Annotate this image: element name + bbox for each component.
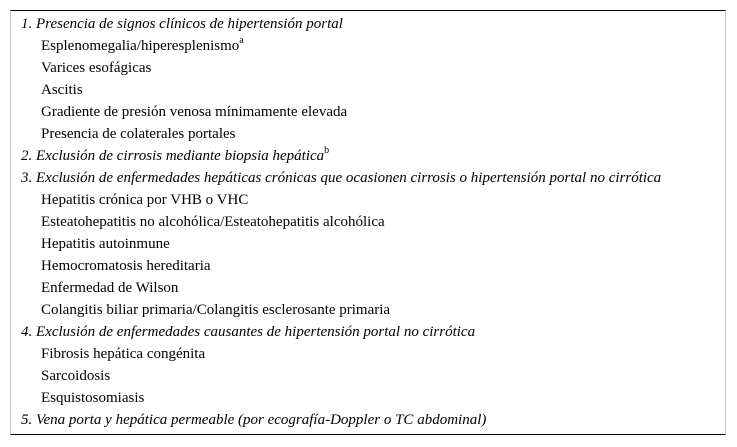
list-item-text: Hepatitis autoinmune (41, 236, 170, 252)
list-item-text: Sarcoidosis (41, 368, 111, 384)
list-item (11, 189, 725, 211)
footnote-marker: b (324, 145, 330, 156)
section-heading-4 (11, 321, 725, 343)
list-item-text: Colangitis biliar primaria/Colangitis esclerosante primaria (41, 302, 391, 318)
list-item-text: Varices esofágicas (41, 60, 152, 76)
list-item-text: Esteatohepatitis no alcohólica/Esteatohepatitis alcohólica (41, 214, 385, 230)
list-item (11, 101, 725, 123)
list-item-text: Esquistosomiasis (41, 390, 145, 406)
list-item (11, 233, 725, 255)
list-item (11, 79, 725, 101)
section-heading-text: 3. Exclusión de enfermedades hepáticas crónicas que ocasionen cirrosis o hipertensión portal no cirrótica (21, 170, 662, 186)
list-item (11, 299, 725, 321)
list-item-text: Esplenomegalia/hiperesplenismo (41, 38, 240, 54)
list-item-text: Ascitis (41, 82, 83, 98)
section-heading-text: 4. Exclusión de enfermedades causantes de hipertensión portal no cirrótica (21, 324, 476, 340)
list-item-text: Enfermedad de Wilson (41, 280, 179, 296)
list-item (11, 343, 725, 365)
list-item (11, 255, 725, 277)
list-item-text: Hemocromatosis hereditaria (41, 258, 211, 274)
section-heading-1 (11, 13, 725, 35)
list-item-text: Presencia de colaterales portales (41, 126, 236, 142)
section-heading-text: 2. Exclusión de cirrosis mediante biopsia hepática (21, 148, 325, 164)
footnote-marker: a (239, 35, 244, 46)
section-heading-text: 1. Presencia de signos clínicos de hipertensión portal (21, 16, 343, 32)
list-item (11, 211, 725, 233)
criteria-table (10, 10, 726, 435)
section-heading-2 (11, 145, 725, 167)
list-item (11, 57, 725, 79)
list-item-text: Fibrosis hepática congénita (41, 346, 206, 362)
list-item (11, 387, 725, 409)
list-item-text: Gradiente de presión venosa mínimamente elevada (41, 104, 348, 120)
list-item-text: Hepatitis crónica por VHB o VHC (41, 192, 249, 208)
list-item (11, 123, 725, 145)
list-item (11, 35, 725, 57)
section-heading-3 (11, 167, 725, 189)
section-heading-text: 5. Vena porta y hepática permeable (por ecografía-Doppler o TC abdominal) (21, 412, 487, 428)
section-heading-5 (11, 409, 725, 431)
list-item (11, 277, 725, 299)
list-item (11, 365, 725, 387)
